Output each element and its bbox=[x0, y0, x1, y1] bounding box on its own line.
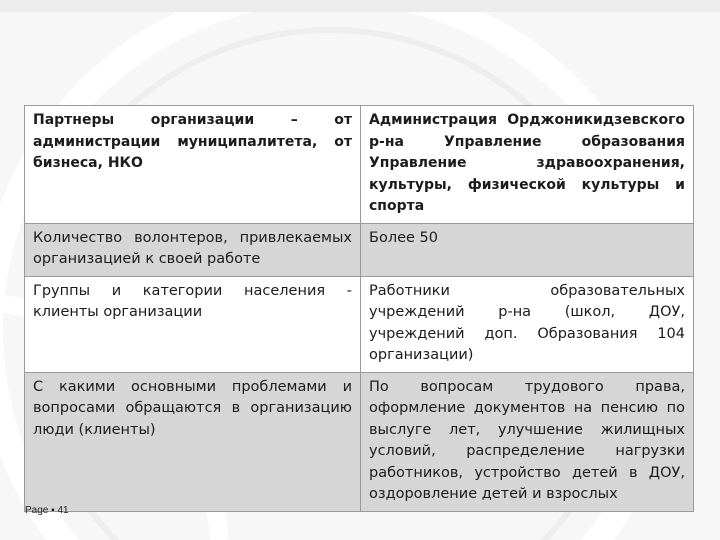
partners-value: Администрация Орджоникидзевского р-на Управление образования Управление здравоохранения, культуры, физической культуры и спорта bbox=[361, 106, 694, 224]
client-groups-label: Группы и категории населения - клиенты организации bbox=[25, 276, 361, 372]
info-table bbox=[24, 105, 694, 512]
partners-label: Партнеры организации – от администрации муниципалитета, от бизнеса, НКО bbox=[25, 106, 361, 224]
problems-label: С какими основными проблемами и вопросами обращаются в организацию люди (клиенты) bbox=[25, 372, 361, 511]
table-row-client-groups bbox=[25, 276, 694, 372]
volunteers-value: Более 50 bbox=[361, 223, 694, 276]
volunteers-label: Количество волонтеров, привлекаемых организацией к своей работе bbox=[25, 223, 361, 276]
table-row-volunteers bbox=[25, 223, 694, 276]
client-groups-value: Работники образовательных учреждений р-на (школ, ДОУ, учреждений доп. Образования 104 организации) bbox=[361, 276, 694, 372]
problems-value: По вопросам трудового права, оформление документов на пенсию по выслуге лет, улучшение жилищных условий, распределение нагрузки работников, устройство детей в ДОУ, оздоровление детей и взрослых bbox=[361, 372, 694, 511]
table-row-partners bbox=[25, 106, 694, 224]
top-bar bbox=[0, 0, 720, 12]
page-number: Page ▪ 41 bbox=[25, 505, 69, 516]
table-row-problems bbox=[25, 372, 694, 511]
